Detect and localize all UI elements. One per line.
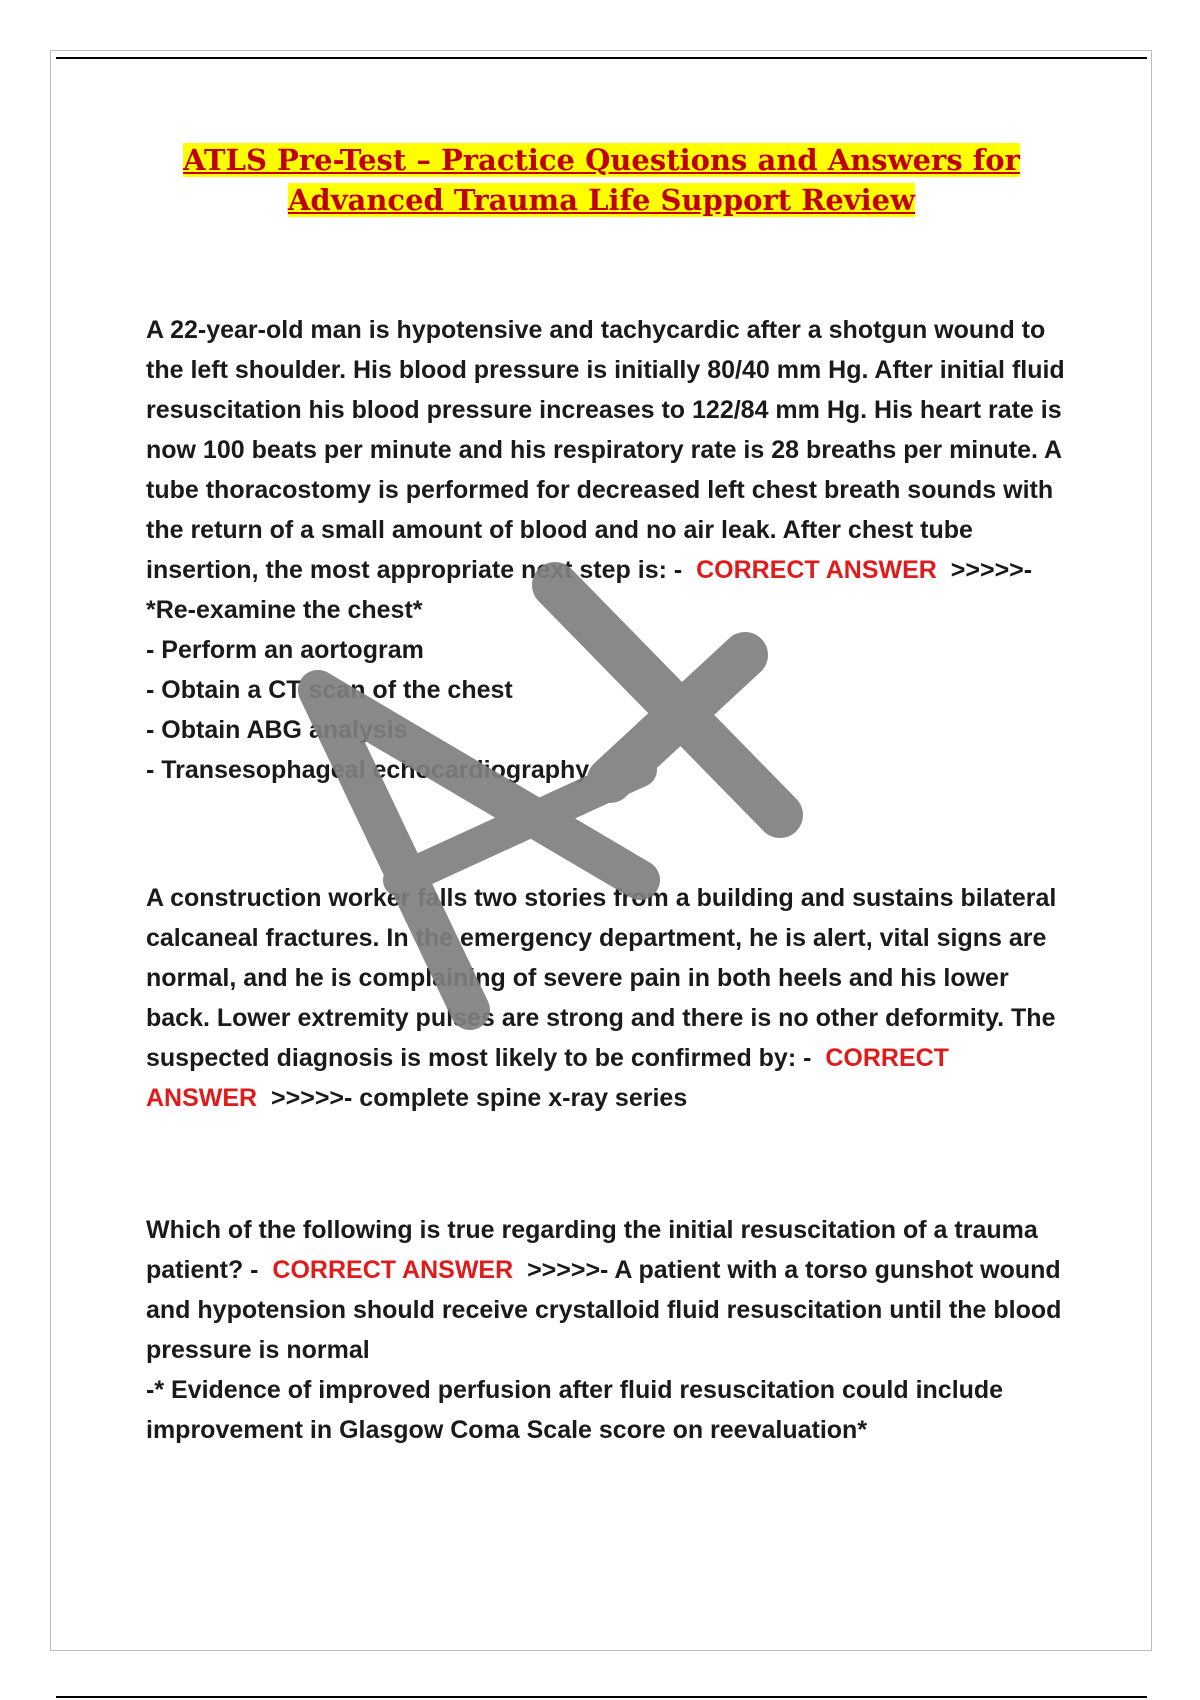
title-line-2: Advanced Trauma Life Support Review	[287, 183, 916, 217]
question-2-text: A construction worker falls two stories from a building and sustains bilateral calcaneal fractures. In the emergency department, he is alert, vital signs are normal, and he is complaining of severe pain in both heels and his lower back. Lower extremity pulses are strong and there is no other deformity. The suspected diagnosis is most likely to be confirmed by: -	[146, 884, 1057, 1072]
question-1	[146, 310, 1066, 790]
question-2-answer: >>>>>- complete spine x-ray series	[271, 1084, 688, 1112]
question-2	[146, 878, 1066, 1118]
question-3	[146, 1210, 1066, 1450]
title-line-1: ATLS Pre-Test – Practice Questions and Answers for	[183, 143, 1020, 177]
question-1-option-3: - Obtain ABG analysis	[146, 716, 408, 744]
question-2-answer-label: CORRECT ANSWER	[146, 1044, 949, 1112]
question-1-option-1: - Perform an aortogram	[146, 636, 424, 664]
question-3-text: Which of the following is true regarding the initial resuscitation of a trauma patient? -	[146, 1216, 1038, 1284]
question-list	[146, 310, 1066, 1450]
question-1-option-4: - Transesophageal echocardiography	[146, 756, 590, 784]
top-rule	[56, 57, 1147, 59]
bottom-rule	[56, 1696, 1147, 1698]
question-1-answer-label: CORRECT ANSWER	[696, 556, 937, 584]
question-1-answer: >>>>>- *Re-examine the chest*	[146, 556, 1033, 624]
document-title	[56, 140, 1147, 220]
question-3-extra: -* Evidence of improved perfusion after fluid resuscitation could include improvement in Glasgow Coma Scale score on reevaluation*	[146, 1376, 1004, 1444]
question-1-option-2: - Obtain a CT scan of the chest	[146, 676, 513, 704]
question-3-answer-label: CORRECT ANSWER	[272, 1256, 514, 1284]
question-3-answer: >>>>>- A patient with a torso gunshot wound and hypotension should receive crystalloid fluid resuscitation until the blood pressure is normal	[146, 1256, 1062, 1364]
question-1-text: A 22-year-old man is hypotensive and tachycardic after a shotgun wound to the left shoulder. His blood pressure is initially 80/40 mm Hg. After initial fluid resuscitation his blood pressure increases to 122/84 mm Hg. His heart rate is now 100 beats per minute and his respiratory rate is 28 breaths per minute. A tube thoracostomy is performed for decreased left chest breath sounds with the return of a small amount of blood and no air leak. After chest tube insertion, the most appropriate next step is: -	[146, 316, 1065, 584]
